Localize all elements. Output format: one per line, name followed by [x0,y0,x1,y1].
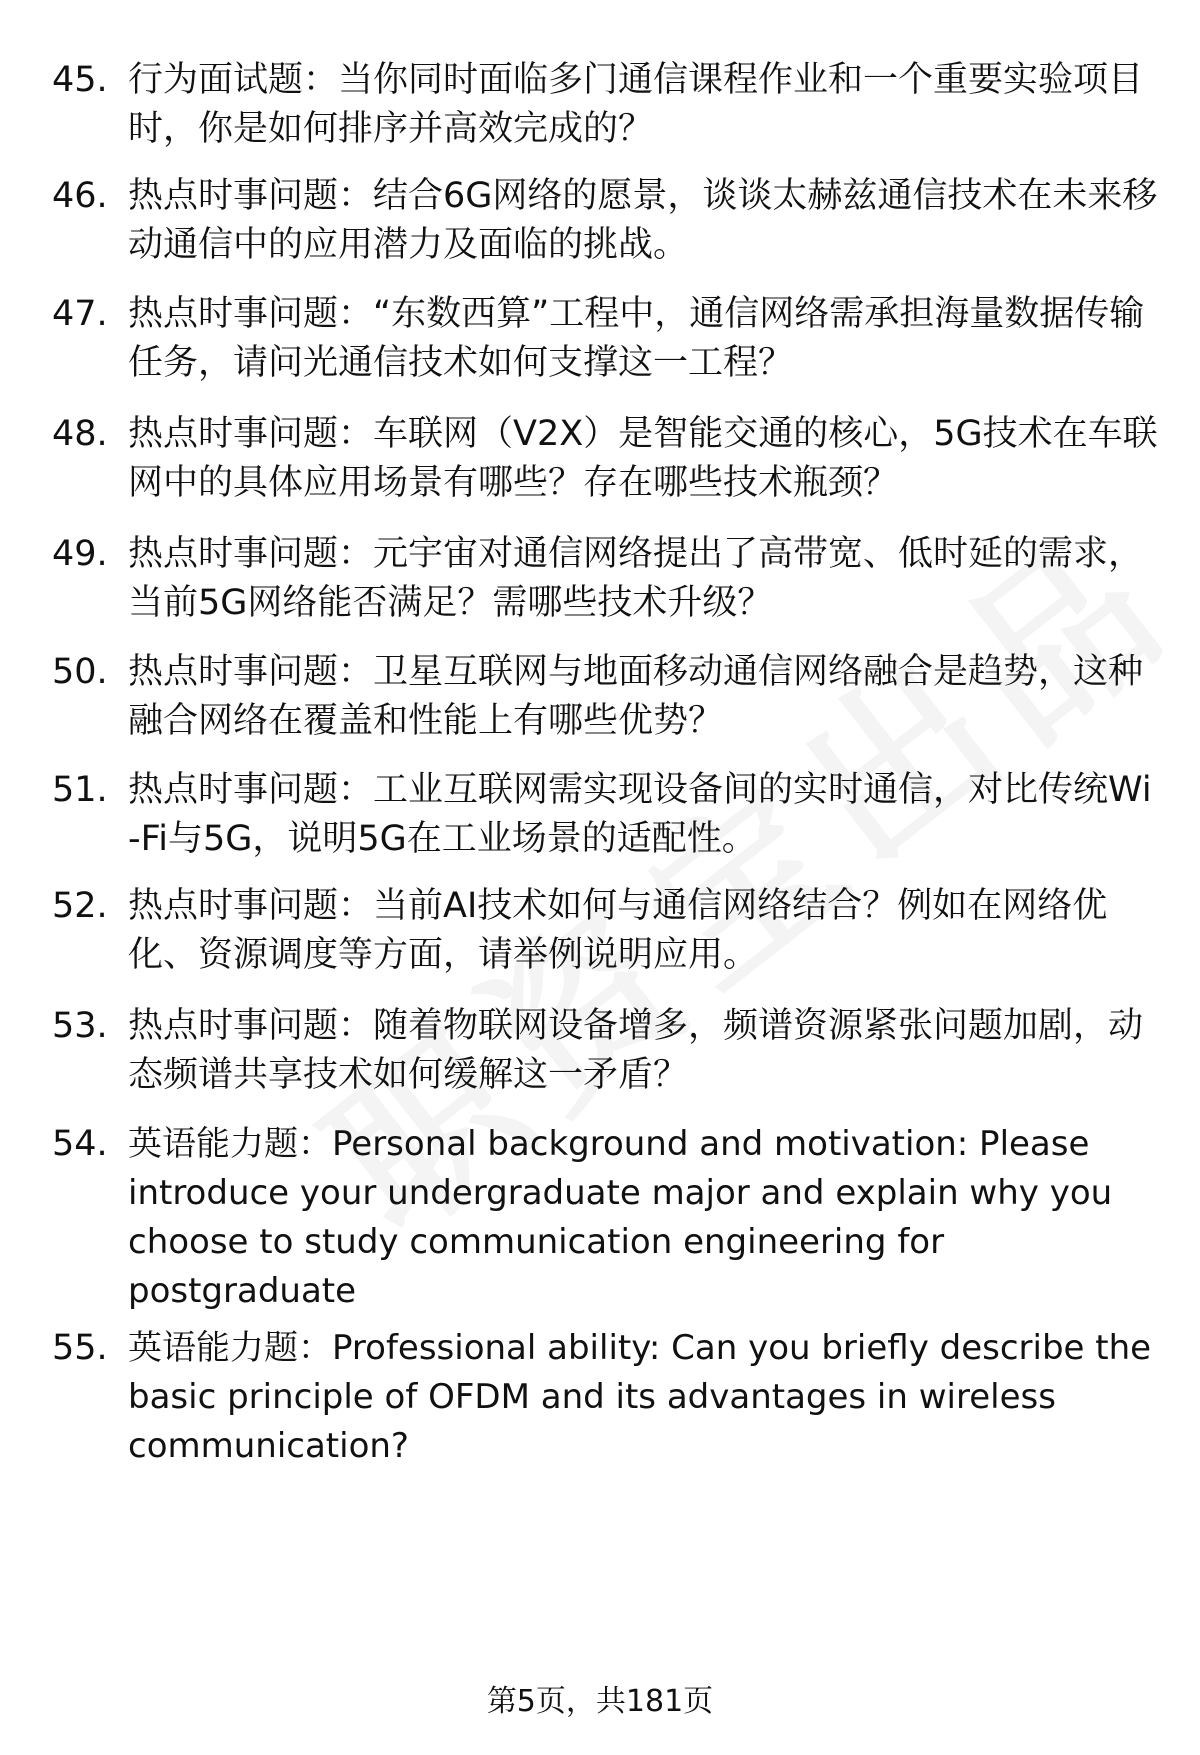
question-number: 52. [52,886,108,926]
question-number: 53. [52,1006,108,1046]
page-footer: 第5页，共181页 [486,1684,714,1719]
question-text: 英语能力题：Personal background and motivation: Please introduce your undergraduate major and explain why you choose to study communication engineering for postgraduate [128,1124,1113,1311]
question-text: 热点时事问题：当前AI技术如何与通信网络结合？例如在网络优化、资源调度等方面，请举例说明应用。 [128,886,1108,975]
question-text: 热点时事问题：工业互联网需实现设备间的实时通信，对比传统Wi-Fi与5G，说明5G在工业场景的适配性。 [128,770,1152,859]
question-number: 50. [52,652,108,692]
question-number: 47. [52,294,108,334]
question-text: 热点时事问题：随着物联网设备增多，频谱资源紧张问题加剧，动态频谱共享技术如何缓解这一矛盾？ [128,1006,1144,1095]
question-text: 热点时事问题：结合6G网络的愿景，谈谈太赫兹通信技术在未来移动通信中的应用潜力及面临的挑战。 [128,176,1158,265]
question-number: 48. [52,414,108,454]
question-number: 55. [52,1328,108,1368]
question-text: 热点时事问题：元宇宙对通信网络提出了高带宽、低时延的需求，当前5G网络能否满足？需哪些技术升级？ [128,534,1144,623]
question-text: 热点时事问题：“东数西算”工程中，通信网络需承担海量数据传输任务，请问光通信技术如何支撑这一工程？ [128,294,1145,383]
question-text: 英语能力题：Professional ability: Can you briefly describe the basic principle of OFDM and its advantages in wireless communication? [128,1328,1152,1466]
question-number: 45. [52,60,108,100]
question-text: 热点时事问题：车联网（V2X）是智能交通的核心，5G技术在车联网中的具体应用场景有哪些？存在哪些技术瓶颈？ [128,414,1158,503]
question-number: 46. [52,176,108,216]
question-number: 49. [52,534,108,574]
question-text: 行为面试题：当你同时面临多门通信课程作业和一个重要实验项目时，你是如何排序并高效完成的？ [128,60,1144,149]
question-number: 54. [52,1124,108,1164]
question-number: 51. [52,770,108,810]
question-text: 热点时事问题：卫星互联网与地面移动通信网络融合是趋势，这种融合网络在覆盖和性能上有哪些优势？ [128,652,1144,741]
